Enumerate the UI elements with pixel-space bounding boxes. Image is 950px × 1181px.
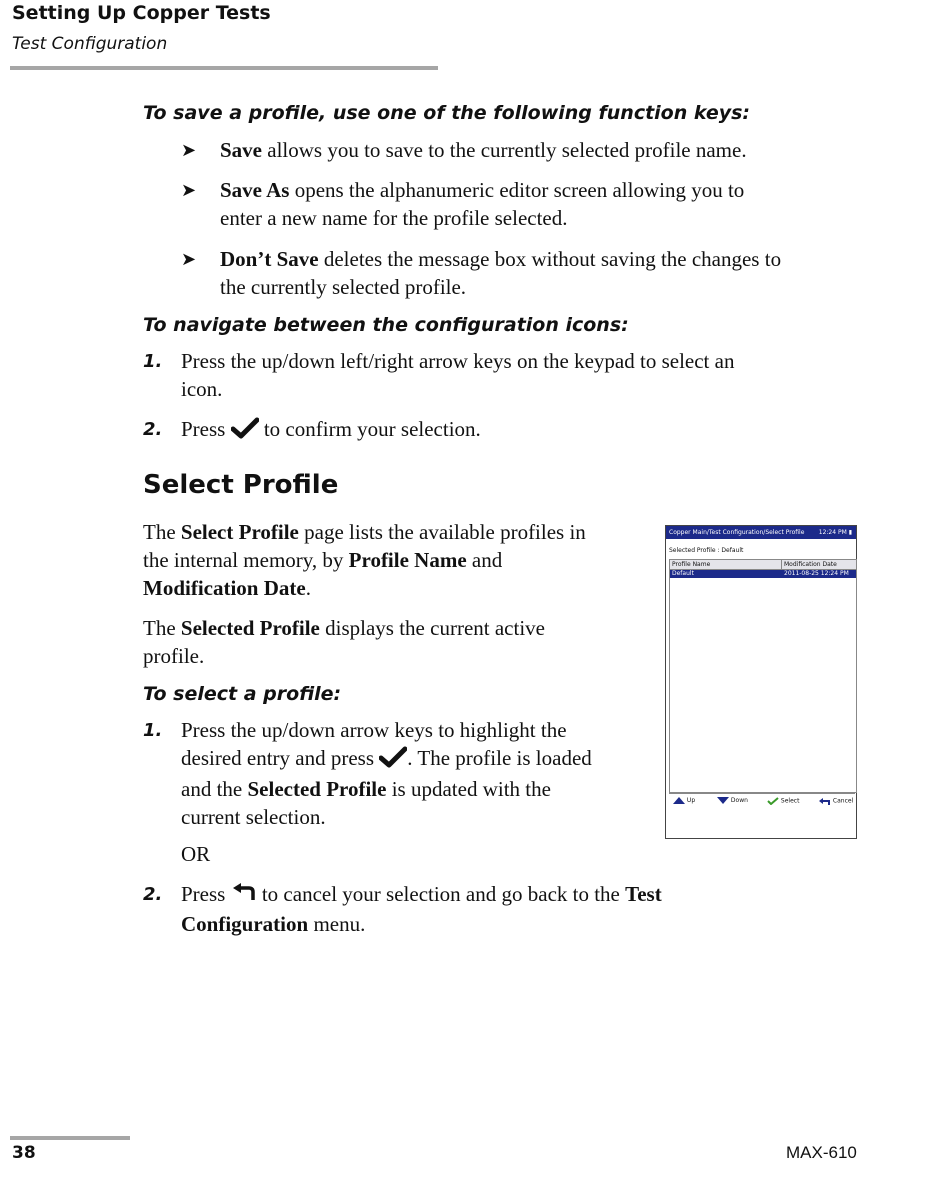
select-profile-paragraph-2 <box>143 614 653 670</box>
step-text: icon. <box>181 377 223 401</box>
text: . <box>305 576 311 600</box>
down-arrow-icon <box>717 797 729 804</box>
button-label: Select <box>780 797 800 805</box>
text-bold: Test <box>625 882 662 906</box>
device-function-bar <box>669 793 855 807</box>
step-number: 2. <box>143 419 163 440</box>
navigate-procedure-heading: To navigate between the configuration icons: <box>143 314 629 336</box>
device-selected-profile: Selected Profile : Default <box>669 547 744 554</box>
column-divider <box>781 560 782 569</box>
time-text: 12:24 PM <box>818 529 847 536</box>
step-text: Press the up/down arrow keys to highlight the <box>181 718 567 742</box>
device-up-button[interactable] <box>673 797 695 804</box>
up-arrow-icon <box>673 797 685 804</box>
step-number: 2. <box>143 884 163 905</box>
bullet-text: opens the alphanumeric editor screen allowing you to <box>289 178 745 202</box>
step-text: current selection. <box>181 804 326 829</box>
device-cancel-button[interactable] <box>819 797 853 805</box>
text-bold: Configuration <box>181 912 309 937</box>
step-text: is updated with the <box>386 776 551 801</box>
device-select-button[interactable] <box>767 797 799 805</box>
bullet-arrow-icon: ➤ <box>181 180 197 200</box>
column-header-modification-date: Modification Date <box>784 561 837 568</box>
bullet-dont-save <box>220 245 781 301</box>
device-down-button[interactable] <box>717 797 748 804</box>
step-text: to cancel your selection and go back to the <box>256 882 626 906</box>
or-text: OR <box>181 842 211 866</box>
bullet-term: Don’t Save <box>220 247 319 271</box>
step-text: Press the up/down left/right arrow keys on the keypad to select an <box>181 349 735 373</box>
header-rule <box>10 66 438 70</box>
device-title-bar <box>666 526 856 539</box>
check-icon <box>767 797 779 805</box>
bullet-text: deletes the message box without saving the changes to <box>318 247 782 271</box>
table-row[interactable] <box>670 570 856 578</box>
device-screenshot <box>665 525 857 839</box>
page-header-title: Setting Up Copper Tests <box>12 2 271 24</box>
save-procedure-heading: To save a profile, use one of the following function keys: <box>143 102 751 124</box>
text: the internal memory, by <box>143 548 349 572</box>
text: profile. <box>143 644 205 668</box>
step-text: menu. <box>308 912 366 937</box>
row-profile-name: Default <box>672 570 694 577</box>
page-number: 38 <box>12 1143 36 1163</box>
step-text: Press <box>181 417 231 441</box>
step-number: 1. <box>143 720 163 741</box>
text-bold: Selected Profile <box>180 616 320 640</box>
page-header-subtitle: Test Configuration <box>12 34 168 54</box>
text: The <box>143 520 181 544</box>
bullet-text: enter a new name for the profile selected. <box>220 206 568 230</box>
text-bold: Profile Name <box>348 548 467 572</box>
step-text: and the <box>181 776 248 801</box>
select-profile-paragraph-1 <box>143 518 653 602</box>
footer-rule <box>10 1136 130 1140</box>
text-bold: Modification Date <box>143 576 306 600</box>
select-procedure-heading: To select a profile: <box>143 683 342 705</box>
row-modification-date: 2011-08-25 12:24 PM <box>784 570 849 577</box>
product-model: MAX-610 <box>786 1143 857 1162</box>
bullet-arrow-icon: ➤ <box>181 140 197 160</box>
button-label: Up <box>686 797 696 804</box>
checkmark-icon <box>379 746 407 775</box>
text: displays the current active <box>319 616 545 640</box>
step-number: 1. <box>143 351 163 372</box>
text-bold: Selected Profile <box>247 776 387 801</box>
checkmark-icon <box>231 417 259 446</box>
back-arrow-icon <box>819 797 831 805</box>
button-label: Down <box>730 797 748 804</box>
device-time <box>819 529 852 536</box>
device-title: Copper Main/Test Configuration/Select Profile <box>669 529 805 536</box>
battery-icon: ▮ <box>848 529 852 536</box>
navigate-step-1 <box>181 347 734 403</box>
device-profile-table <box>669 559 857 793</box>
text: page lists the available profiles in <box>298 520 586 544</box>
bullet-arrow-icon: ➤ <box>181 249 197 269</box>
step-text: desired entry and press <box>181 746 380 770</box>
select-step-1 <box>181 716 661 831</box>
navigate-step-2 <box>181 415 481 446</box>
bullet-save <box>220 136 747 164</box>
text: The <box>143 616 181 640</box>
back-arrow-icon <box>231 882 257 910</box>
bullet-text: the currently selected profile. <box>220 275 467 299</box>
text-bold: Select Profile <box>180 520 299 544</box>
step-text: to confirm your selection. <box>258 417 481 441</box>
button-label: Cancel <box>832 797 854 805</box>
step-text: Press <box>181 882 231 906</box>
step-text: . The profile is loaded <box>407 746 592 770</box>
table-header <box>670 560 856 570</box>
bullet-term: Save <box>220 138 262 162</box>
text: and <box>466 548 503 572</box>
section-heading-select-profile: Select Profile <box>143 470 339 500</box>
select-step-2 <box>181 880 821 938</box>
column-header-profile-name: Profile Name <box>672 561 711 568</box>
bullet-text: allows you to save to the currently selected profile name. <box>262 138 747 162</box>
bullet-term: Save As <box>220 178 290 202</box>
bullet-save-as <box>220 176 744 232</box>
